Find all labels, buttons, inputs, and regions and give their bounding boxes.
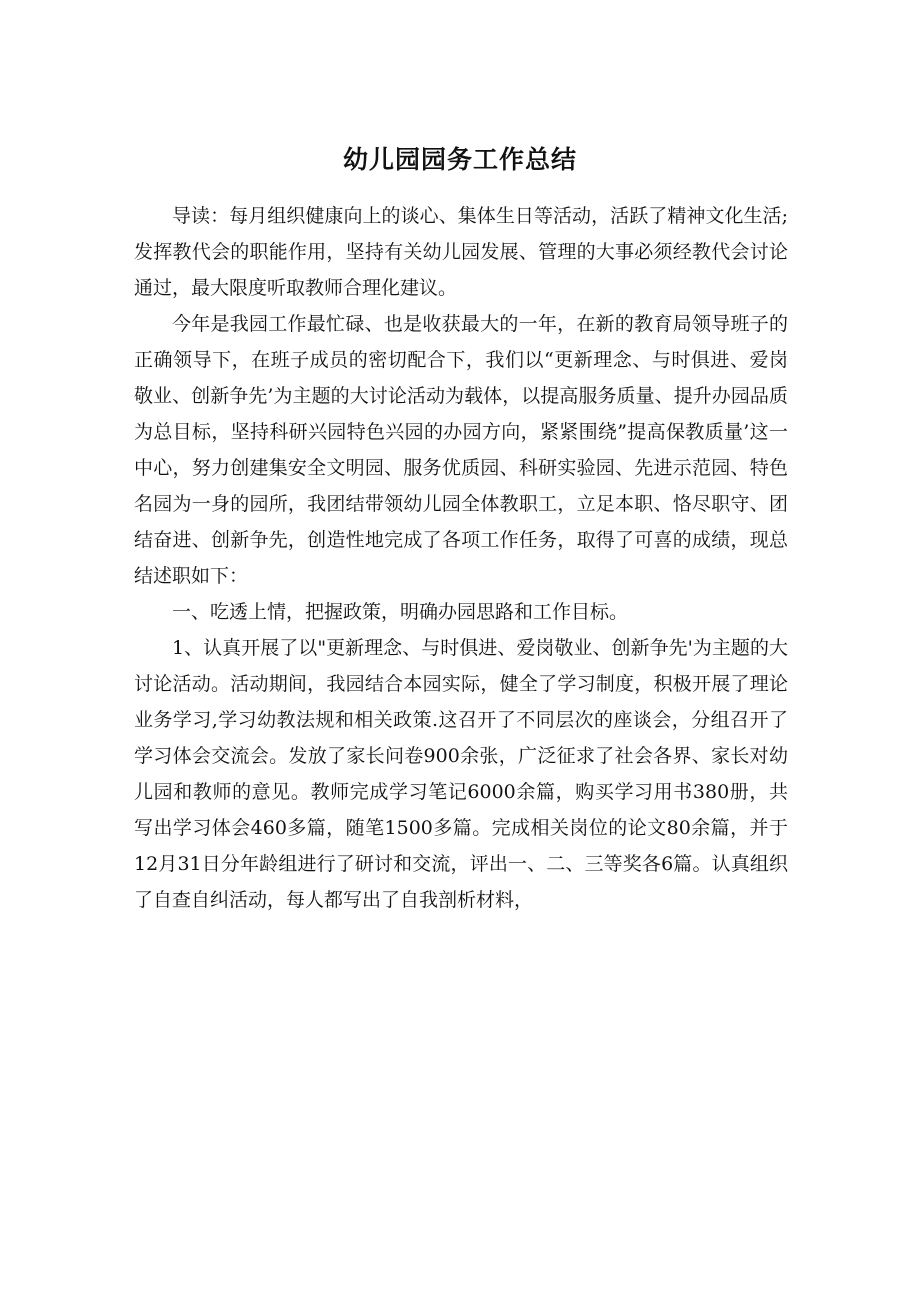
section-heading-1: 一、吃透上情，把握政策，明确办园思路和工作目标。: [172, 601, 629, 623]
document-body: [134, 198, 788, 918]
intro-paragraph: 导读：每月组织健康向上的谈心、集体生日等活动，活跃了精神文化生活;发挥教代会的职能作用，坚持有关幼儿园发展、管理的大事必须经教代会讨论通过，最大限度听取教师合理化建议。: [134, 205, 788, 299]
body-paragraph-item-1: 1、认真开展了以"更新理念、与时俱进、爱岗敬业、创新争先'为主题的大讨论活动。活动期间，我园结合本园实际，健全了学习制度，积极开展了理论业务学习,学习幼教法规和相关政策.这召开了不同层次的座谈会，分组召开了学习体会交流会。发放了家长问卷900余张，广泛征求了社会各界、家长对幼儿园和教师的意见。教师完成学习笔记6000余篇，购买学习用书380册，共写出学习体会460多篇，随笔1500多篇。完成相关岗位的论文80余篇，并于12月31日分年龄组进行了研讨和交流，评出一、二、三等奖各6篇。认真组织了自查自纠活动，每人都写出了自我剖析材料，: [134, 637, 788, 911]
document-title: 幼儿园园务工作总结: [342, 145, 577, 174]
body-paragraph-summary: 今年是我园工作最忙碌、也是收获最大的一年，在新的教育局领导班子的正确领导下，在班子成员的密切配合下，我们以“更新理念、与时俱进、爱岗敬业、创新争先’为主题的大讨论活动为载体，以提高服务质量、提升办园品质为总目标，坚持科研兴园特色兴园的办园方向，紧紧围绕”提高保教质量’这一中心，努力创建集安全文明园、服务优质园、科研实验园、先进示范园、特色名园为一身的园所，我团结带领幼儿园全体教职工，立足本职、恪尽职守、团结奋进、创新争先，创造性地完成了各项工作任务，取得了可喜的成绩，现总结述职如下：: [134, 313, 788, 587]
